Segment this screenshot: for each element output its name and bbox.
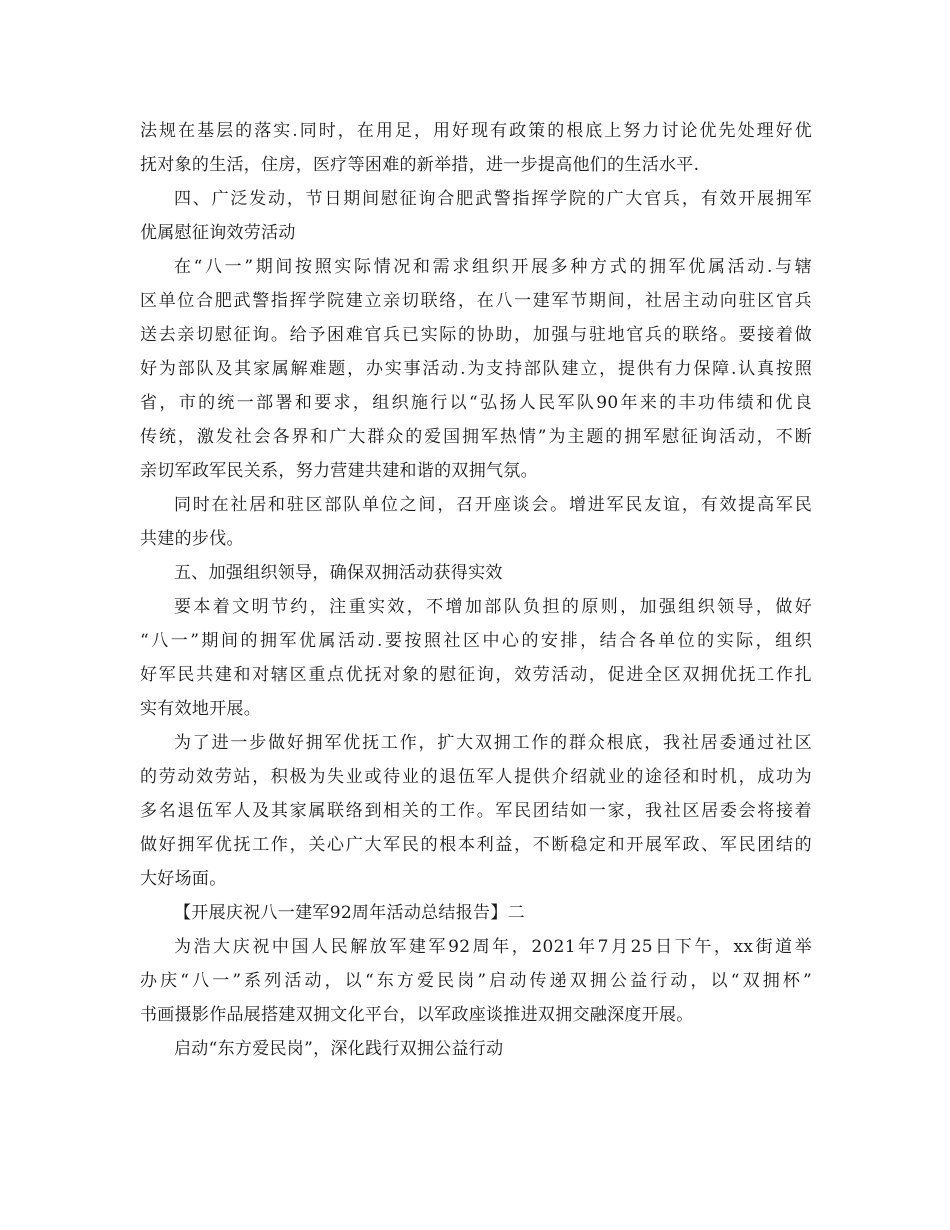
text-line: 优属慰征询效劳活动 (140, 223, 296, 243)
text-line: 书画摄影作品展搭建双拥文化平台，以军政座谈推进双拥交融深度开展。 (140, 1005, 694, 1025)
section-heading (140, 1032, 812, 1066)
text-line: 在“八一”期间按照实际情况和需求组织开展多种方式的拥军优属活动.与辖 (174, 257, 812, 277)
paragraph (140, 114, 812, 182)
text-line: 多名退伍军人及其家属联络到相关的工作。军民团结如一家，我社区居委会将接着 (140, 801, 812, 821)
text-line: 四、广泛发动，节日期间慰征询合肥武警指挥学院的广大官兵，有效开展拥军 (174, 189, 812, 209)
text-line: 启动“东方爱民岗”，深化践行双拥公益行动 (174, 1039, 504, 1059)
paragraph (140, 250, 812, 488)
text-line: 亲切军政军民关系，努力营建共建和谐的双拥气氛。 (140, 461, 538, 481)
text-line: 送去亲切慰征询。给予困难官兵已实际的协助，加强与驻地官兵的联络。要接着做 (140, 325, 812, 345)
text-line: 共建的步伐。 (140, 529, 244, 549)
text-line: 传统，激发社会各界和广大群众的爱国拥军热情”为主题的拥军慰征询活动，不断 (140, 427, 812, 447)
text-line: “八一”期间的拥军优属活动.要按照社区中心的安排，结合各单位的实际，组织 (140, 631, 812, 651)
text-line: 要本着文明节约，注重实效，不增加部队负担的原则，加强组织领导，做好 (174, 597, 812, 617)
section-heading (140, 556, 812, 590)
text-line: 办庆“八一”系列活动，以“东方爱民岗”启动传递双拥公益行动，以“双拥杯” (140, 971, 812, 991)
text-line: 省，市的统一部署和要求，组织施行以“弘扬人民军队90年来的丰功伟绩和优良 (140, 393, 812, 413)
text-line: 的劳动效劳站，积极为失业或待业的退伍军人提供介绍就业的途径和时机，成功为 (140, 767, 812, 787)
text-line: 大好场面。 (140, 869, 227, 889)
section-heading (140, 182, 812, 250)
paragraph (140, 488, 812, 556)
paragraph (140, 726, 812, 896)
paragraph (140, 930, 812, 1032)
text-line: 好军民共建和对辖区重点优抚对象的慰征询，效劳活动，促进全区双拥优抚工作扎 (140, 665, 812, 685)
text-line: 为了进一步做好拥军优抚工作，扩大双拥工作的群众根底，我社居委通过社区 (174, 733, 812, 753)
text-line: 区单位合肥武警指挥学院建立亲切联络，在八一建军节期间，社居主动向驻区官兵 (140, 291, 812, 311)
text-line: 法规在基层的落实.同时，在用足，用好现有政策的根底上努力讨论优先处理好优 (140, 121, 812, 141)
text-line: 同时在社居和驻区部队单位之间，召开座谈会。增进军民友谊，有效提高军民 (174, 495, 812, 515)
document-body (140, 114, 812, 1066)
report-title (140, 896, 812, 930)
text-line: 抚对象的生活，住房，医疗等困难的新举措，进一步提高他们的生活水平. (140, 155, 700, 175)
text-line: 【开展庆祝八一建军92周年活动总结报告】二 (174, 903, 525, 923)
paragraph (140, 590, 812, 726)
text-line: 实有效地开展。 (140, 699, 262, 719)
text-line: 为浩大庆祝中国人民解放军建军92周年，2021年7月25日下午，xx街道举 (174, 937, 812, 957)
text-line: 好为部队及其家属解难题，办实事活动.为支持部队建立，提供有力保障.认真按照 (140, 359, 812, 379)
text-line: 做好拥军优抚工作，关心广大军民的根本利益，不断稳定和开展军政、军民团结的 (140, 835, 812, 855)
text-line: 五、加强组织领导，确保双拥活动获得实效 (174, 563, 503, 583)
